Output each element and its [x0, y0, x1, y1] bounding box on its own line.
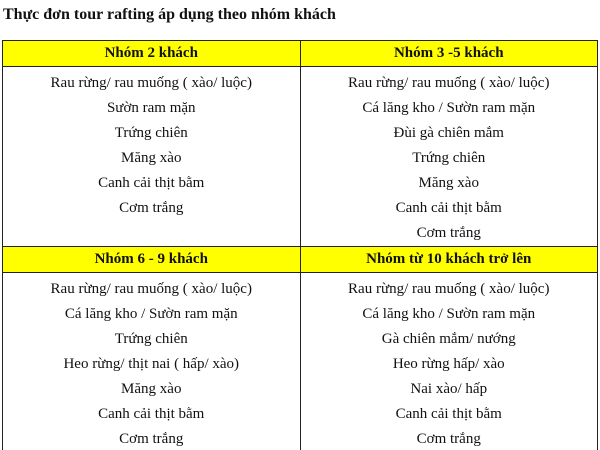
menu-cell — [300, 67, 598, 247]
dish-item: Canh cải thịt bằm — [98, 175, 205, 191]
dish-list — [3, 273, 300, 450]
header-row — [3, 41, 598, 67]
dish-item: Măng xào — [121, 381, 182, 397]
menu-row — [3, 273, 598, 450]
dish-item: Sườn ram mặn — [106, 100, 196, 116]
dish-item: Cơm trắng — [416, 225, 481, 241]
dish-item: Đùi gà chiên mắm — [393, 125, 504, 141]
menu-cell — [3, 273, 301, 450]
dish-list — [301, 273, 598, 450]
group-header: Nhóm 3 -5 khách — [300, 41, 598, 67]
dish-item: Cá lăng kho / Sườn ram mặn — [362, 100, 536, 116]
dish-item: Rau rừng/ rau muống ( xào/ luộc) — [348, 281, 550, 297]
dish-item: Cơm trắng — [119, 431, 184, 447]
dish-item: Măng xào — [418, 175, 479, 191]
header-row — [3, 247, 598, 273]
dish-list — [3, 67, 300, 221]
group-header: Nhóm 6 - 9 khách — [3, 247, 301, 273]
dish-item: Rau rừng/ rau muống ( xào/ luộc) — [50, 281, 252, 297]
dish-item: Trứng chiên — [114, 331, 188, 347]
dish-item: Trứng chiên — [114, 125, 188, 141]
dish-item: Rau rừng/ rau muống ( xào/ luộc) — [50, 75, 252, 91]
dish-item: Cá lăng kho / Sườn ram mặn — [362, 306, 536, 322]
dish-item: Rau rừng/ rau muống ( xào/ luộc) — [348, 75, 550, 91]
dish-item: Măng xào — [121, 150, 182, 166]
dish-item: Canh cải thịt bằm — [395, 406, 502, 422]
group-header: Nhóm 2 khách — [3, 41, 301, 67]
menu-table — [2, 40, 598, 450]
dish-item: Cá lăng kho / Sườn ram mặn — [64, 306, 238, 322]
dish-item: Heo rừng hấp/ xào — [392, 356, 505, 372]
dish-list — [301, 67, 598, 246]
dish-item: Canh cải thịt bằm — [395, 200, 502, 216]
menu-row — [3, 67, 598, 247]
menu-cell — [300, 273, 598, 450]
group-header: Nhóm từ 10 khách trở lên — [300, 247, 598, 273]
dish-item: Canh cải thịt bằm — [98, 406, 205, 422]
page-title: Thực đơn tour rafting áp dụng theo nhóm khách — [3, 6, 336, 23]
dish-item: Cơm trắng — [119, 200, 184, 216]
dish-item: Gà chiên mắm/ nướng — [381, 331, 516, 347]
dish-item: Trứng chiên — [412, 150, 486, 166]
dish-item: Nai xào/ hấp — [410, 381, 488, 397]
dish-item: Cơm trắng — [416, 431, 481, 447]
dish-item: Heo rừng/ thịt nai ( hấp/ xào) — [63, 356, 240, 372]
menu-cell — [3, 67, 301, 247]
